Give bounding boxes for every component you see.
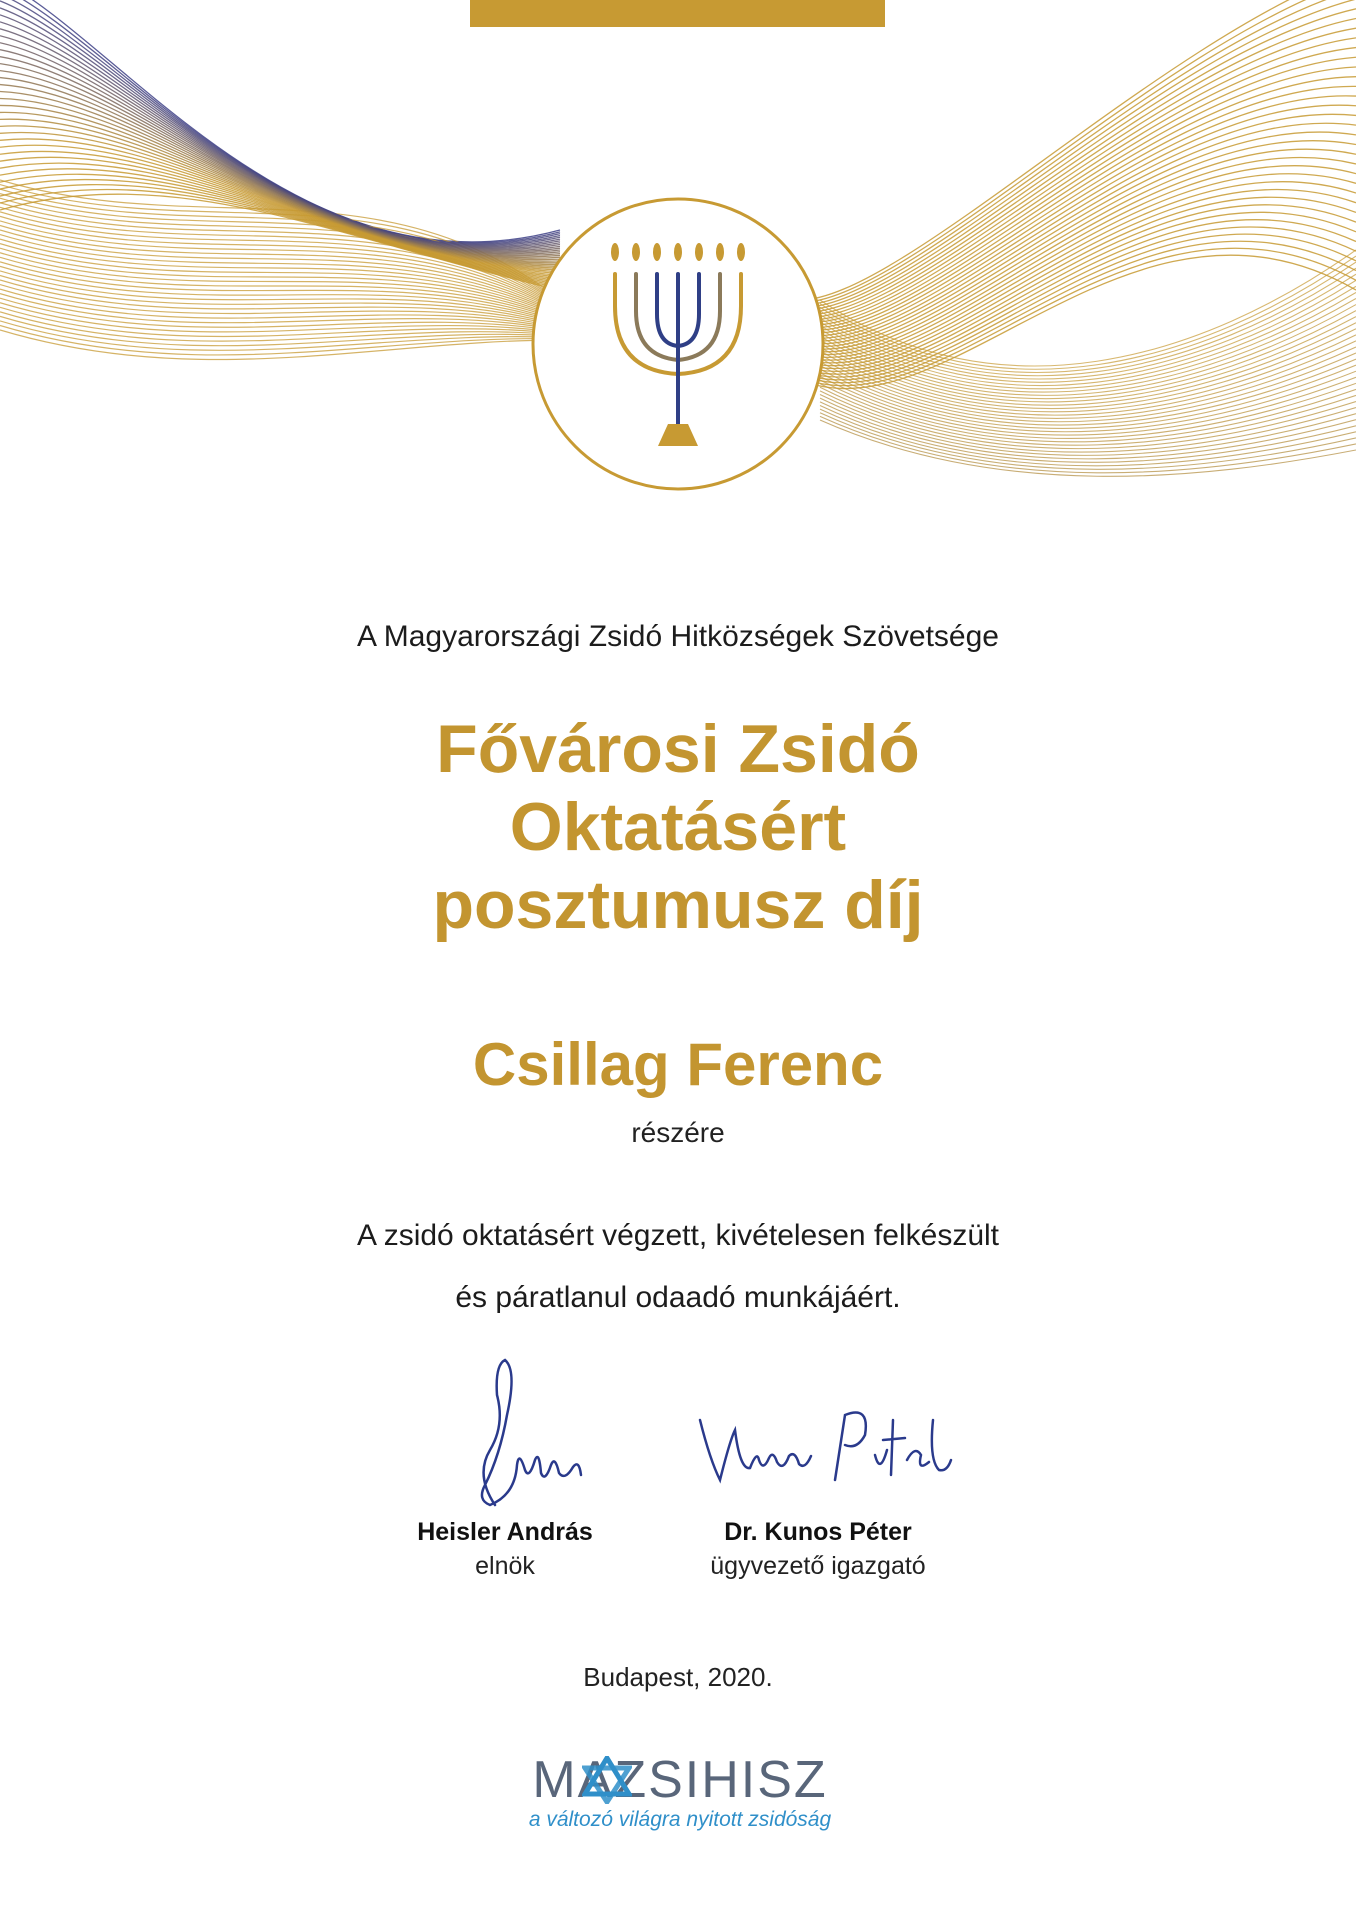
reason-line: A zsidó oktatásért végzett, kivételesen felkészült <box>357 1219 999 1252</box>
signature-kunos <box>695 1400 955 1510</box>
award-reason <box>0 1205 1356 1329</box>
signer-name: Dr. Kunos Péter <box>724 1518 912 1546</box>
logo-wordmark: MAZSIHISZ <box>532 1751 828 1809</box>
award-title-line: Fővárosi Zsidó <box>436 711 920 787</box>
place-date: Budapest, 2020. <box>583 1662 773 1692</box>
recipient-name: Csillag Ferenc <box>472 1031 884 1098</box>
award-title-line: Oktatásért <box>509 789 847 865</box>
star-of-david-icon <box>582 1756 632 1804</box>
signature-heisler <box>455 1355 595 1515</box>
organization-name: A Magyarországi Zsidó Hitközségek Szövetsége <box>357 620 999 653</box>
signer-role: ügyvezető igazgató <box>710 1552 926 1580</box>
menorah-emblem <box>530 196 826 492</box>
logo-tagline: a változó világra nyitott zsidóság <box>528 1808 832 1831</box>
mazsihisz-logo <box>500 1750 860 1840</box>
reason-line: és páratlanul odaadó munkájáért. <box>455 1281 901 1314</box>
award-title <box>0 710 1356 944</box>
signer-role: elnök <box>475 1552 535 1580</box>
signer-name: Heisler András <box>417 1518 593 1546</box>
recipient-suffix: részére <box>631 1117 725 1148</box>
award-title-line: posztumusz díj <box>432 867 924 943</box>
